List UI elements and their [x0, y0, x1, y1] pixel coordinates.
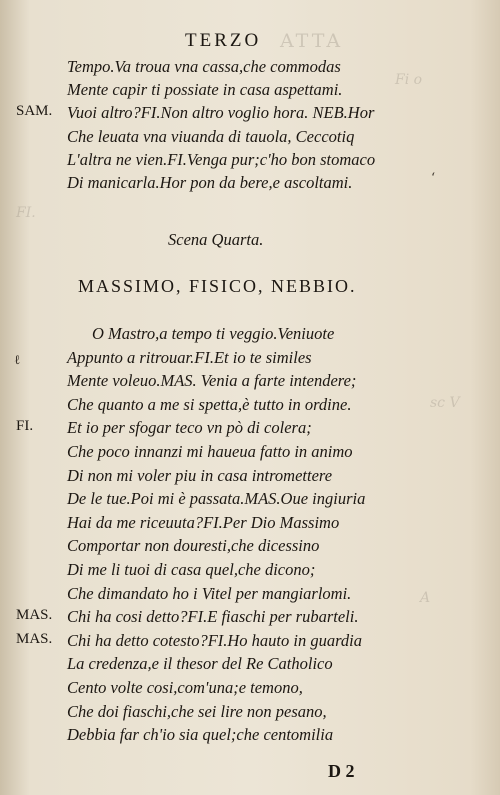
show-through-text: FI. [16, 205, 36, 221]
verse-line [0, 173, 500, 195]
verse-text: Tempo.Va troua vna cassa,che commodas [67, 57, 341, 76]
verse-line [0, 442, 500, 464]
margin-mark: ℓ [14, 353, 21, 368]
verse-text: Che doi fiaschi,che sei lire non pesano, [67, 701, 327, 721]
speaker-label: MAS. [16, 607, 53, 624]
verse-text: Et io per sfogar teco vn pò di colera; [67, 418, 312, 438]
verse-text: Appunto a ritrouar.FI.Et io te similes [67, 347, 312, 367]
verse-text: Che poco innanzi mi haueua fatto in animo [67, 442, 353, 461]
verse-line [0, 584, 500, 606]
show-through-text: A [420, 590, 431, 606]
speaker-label: FI. [16, 418, 34, 435]
verse-text: Vuoi altro?FI.Non altro voglio hora. NEB.Hor [67, 103, 375, 123]
verse-line [0, 371, 500, 393]
verse-text: Cento volte cosi,com'una;e temono, [67, 678, 303, 697]
verse-text: Mente voleuo.MAS. Venia a farte intendere; [67, 371, 357, 391]
speaker-label: SAM. [16, 103, 53, 120]
show-through-header: ATTA [280, 30, 344, 52]
signature-mark: D 2 [328, 761, 355, 781]
verse-line [0, 560, 500, 582]
verse-line [0, 607, 500, 629]
verse-text: Chi ha cosi detto?FI.E fiaschi per rubarteli. [67, 607, 359, 627]
verse-text: Che quanto a me si spetta,è tutto in ordine. [67, 394, 352, 414]
character-list: MASSIMO, FISICO, NEBBIO. [78, 276, 357, 296]
verse-text: Hai da me riceuuta?FI.Per Dio Massimo [67, 512, 340, 532]
verse-line [0, 418, 500, 440]
verse-line [0, 631, 500, 653]
verse-text: Chi ha detto cotesto?FI.Ho hauto in guardia [67, 630, 362, 650]
verse-line [0, 103, 500, 125]
verse-text: Comportar non douresti,che dicessino [67, 536, 320, 556]
verse-line [0, 489, 500, 511]
verse-line [0, 466, 500, 488]
running-header: TERZO [185, 30, 262, 51]
speaker-label: MAS. [16, 630, 53, 647]
verse-text: Di me li tuoi di casa quel,che dicono; [67, 560, 316, 579]
show-through-text: sc V [430, 395, 460, 411]
verse-text: Che dimandato ho i Vitel per mangiarlomi. [67, 583, 352, 603]
verse-line [0, 57, 500, 79]
verse-line [0, 513, 500, 535]
verse-line [0, 348, 500, 370]
verse-line [0, 150, 500, 172]
verse-line [0, 536, 500, 558]
verse-line [0, 654, 500, 676]
verse-text: L'altra ne vien.FI.Venga pur;c'ho bon stomaco [67, 149, 376, 169]
margin-mark: ‘ [431, 171, 436, 186]
verse-line [0, 127, 500, 149]
verse-line [0, 80, 500, 102]
verse-text: Mente capir ti possiate in casa aspettami. [67, 80, 343, 100]
show-through-text: Fi o [395, 72, 423, 88]
verse-text: Che leuata vna viuanda di tauola, Ceccotiq [67, 126, 355, 146]
verse-line [0, 725, 500, 747]
verse-text: La credenza,e il thesor del Re Catholico [67, 654, 333, 674]
verse-line [0, 395, 500, 417]
scene-title: Scena Quarta. [168, 230, 264, 249]
verse-text: De le tue.Poi mi è passata.MAS.Oue ingiuria [67, 489, 366, 509]
verse-text: O Mastro,a tempo ti veggio.Veniuote [92, 324, 335, 343]
verse-line [0, 678, 500, 700]
verse-text: Di manicarla.Hor pon da bere,e ascoltami. [67, 173, 353, 192]
verse-line [0, 324, 500, 346]
verse-text: Di non mi voler piu in casa intromettere [67, 465, 333, 485]
verse-line [0, 702, 500, 724]
verse-text: Debbia far ch'io sia quel;che centomilia [67, 725, 334, 745]
